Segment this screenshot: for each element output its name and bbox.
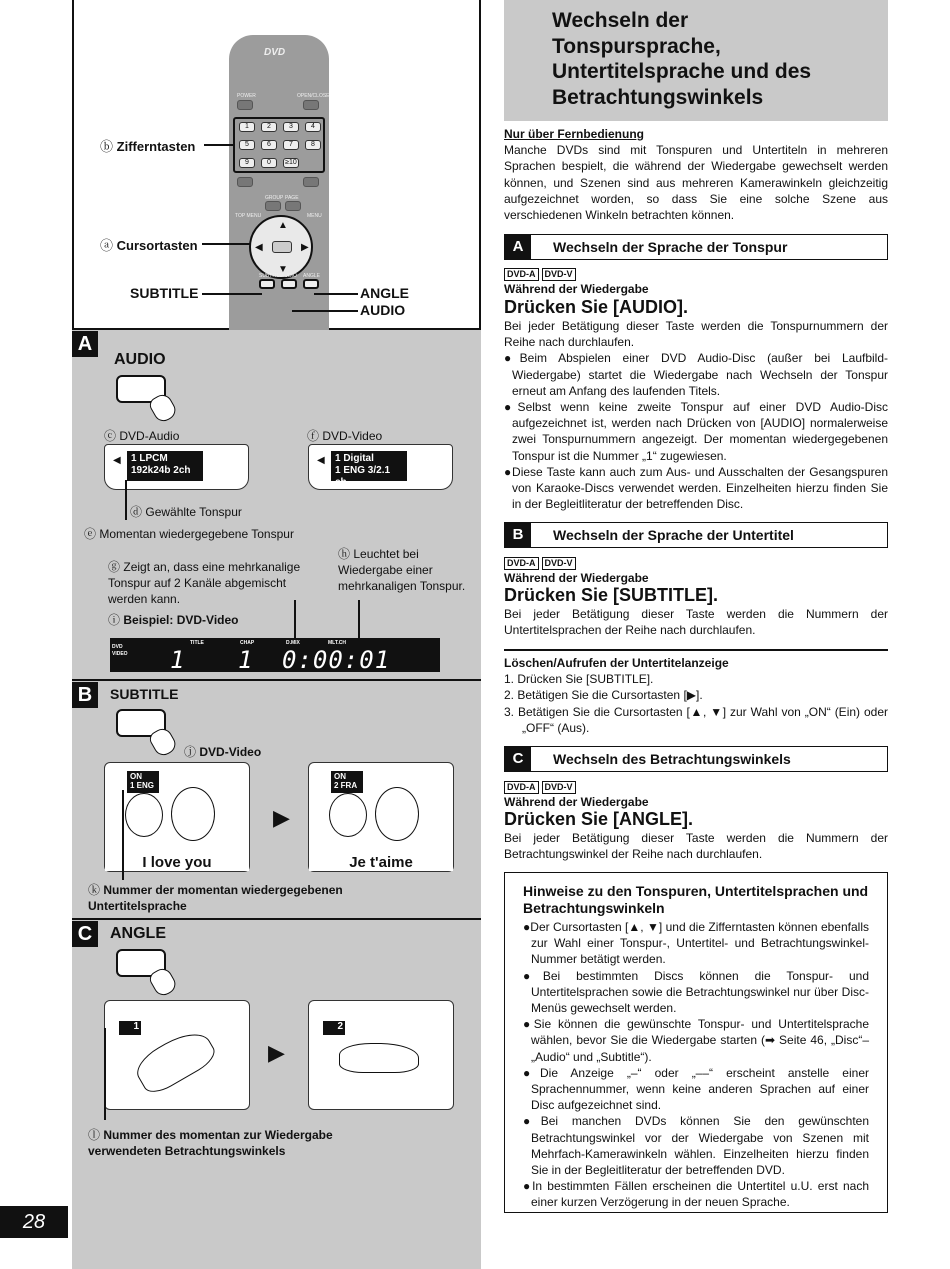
group-button[interactable] xyxy=(265,201,281,211)
man-figure xyxy=(171,787,215,841)
subtitle-caption: I love you xyxy=(105,854,249,871)
note-item: ●Sie können die gewünschte Tonspur- und Untertitelsprache wählen, bevor Sie die Wiedergabe starten (➡ Seite 46, „Disc“–„Audio“ und „Subtitle“). xyxy=(523,1017,869,1064)
subtitle-key-label: SUBTITLE xyxy=(259,273,283,279)
display-video: VIDEO xyxy=(112,651,128,657)
multichannel-note: ⓗ Leuchtet bei Wiedergabe einer mehrkanaligen Tonspur. xyxy=(338,547,466,593)
current-track-label: ⓔ Momentan wiedergegebene Tonspur xyxy=(84,527,294,541)
page-title: Wechseln der Tonspursprache, Untertitelsprache und des Betrachtungswinkels xyxy=(552,9,812,109)
section-a-title: Wechseln der Sprache der Tonspur xyxy=(553,239,788,255)
step: 3. Betätigen Sie die Cursortasten [▲, ▼] zur Wahl von „ON“ (Ein) oder „OFF“ (Aus). xyxy=(504,704,888,735)
race-car-image xyxy=(130,1024,219,1099)
digit-1-button[interactable]: 1 xyxy=(239,122,255,132)
page-label: PAGE xyxy=(285,195,299,201)
steps-heading: Löschen/Aufrufen der Untertitelanzeige xyxy=(504,656,729,670)
group-label: GROUP xyxy=(265,195,284,201)
remote-logo: DVD xyxy=(264,47,286,58)
section-b-discs xyxy=(504,554,888,586)
open-close-label: OPEN/CLOSE xyxy=(297,93,330,99)
section-c-discs xyxy=(504,778,888,810)
disc-badge-dvd-v: DVD-V xyxy=(542,781,576,794)
digit-8-button[interactable]: 8 xyxy=(305,140,321,150)
callout-digit-keys: ⓑ Zifferntasten xyxy=(100,139,196,154)
subtitle-scene-1 xyxy=(104,762,250,872)
speaker-icon: ◀ xyxy=(317,455,325,466)
disc-badge-dvd-a: DVD-A xyxy=(504,268,539,281)
leader-line xyxy=(314,293,358,295)
subtitle-button[interactable] xyxy=(259,279,275,289)
subtitle-number-note: ⓚ Nummer der momentan wiedergegebenen Untertitelsprache xyxy=(88,883,343,913)
osd-lang: 2 FRA xyxy=(334,781,358,790)
display-title: TITLE xyxy=(190,640,204,646)
bullet: ●Selbst wenn keine zweite Tonspur auf einer DVD Audio-Disc aufgezeichnet ist, werden nach Drücken von [AUDIO] normalerweise zwei Tonspurnummern angezeigt. Der momentan wiedergegebenen Tonspur ist die Nummer „1“ zugewiesen. xyxy=(504,400,888,463)
section-a-header xyxy=(504,234,888,260)
display-chapter-number: 1 xyxy=(238,646,254,674)
digit-7-button[interactable]: 7 xyxy=(283,140,299,150)
disc-badge-dvd-v: DVD-V xyxy=(542,268,576,281)
callout-subtitle: SUBTITLE xyxy=(130,285,199,301)
note-item: ●In bestimmten Fällen erscheinen die Untertitel u.U. erst nach einer kurzen Verzögerung in der neuen Sprache. xyxy=(523,1179,869,1210)
man-figure xyxy=(375,787,419,841)
during-playback: Während der Wiedergabe xyxy=(504,282,649,297)
angle-scene-1 xyxy=(104,1000,250,1110)
front-display xyxy=(110,638,440,672)
dvd-audio-caption: ⓒ DVD-Audio xyxy=(104,429,180,443)
leader-line xyxy=(204,144,234,146)
press-subtitle: Drücken Sie [SUBTITLE]. xyxy=(504,585,719,605)
example-label: ⓘ Beispiel: DVD-Video xyxy=(108,613,239,627)
page-title-box xyxy=(504,0,888,121)
digit-4-button[interactable]: 4 xyxy=(305,122,321,132)
remote-illustration-box xyxy=(72,0,481,330)
leader-line xyxy=(294,600,296,638)
leader-line xyxy=(202,293,262,295)
section-b-header xyxy=(504,522,888,548)
audio-button[interactable] xyxy=(281,279,297,289)
numeric-keypad xyxy=(233,117,325,173)
section-a-text: Bei jeder Betätigung dieser Taste werden die Tonspurnummern der Reihe nach durchlaufen. xyxy=(504,319,888,350)
power-button[interactable] xyxy=(237,100,253,110)
display-multich: MLT.CH xyxy=(328,640,346,646)
section-a-badge: A xyxy=(505,235,531,259)
next-arrow-icon: ▶ xyxy=(273,805,290,830)
remote-control-image xyxy=(229,35,329,330)
digit-3-button[interactable]: 3 xyxy=(283,122,299,132)
callout-cursor-keys: ⓐ Cursortasten xyxy=(100,238,198,253)
angle-osd: 2 xyxy=(323,1021,345,1035)
display-time: 0:00:01 xyxy=(282,646,391,674)
speaker-icon: ◀ xyxy=(113,455,121,466)
note-item: ●Die Anzeige „–“ oder „––“ erscheint anstelle einer Sprachennummer, wenn keine anderen Sprachen auf einer Disc aufgezeichnet sind. xyxy=(523,1065,869,1113)
display-dmix: D.MIX xyxy=(286,640,300,646)
video-osd-screen xyxy=(331,451,407,488)
subtitle-scene-2 xyxy=(308,762,454,872)
audio-button-label: AUDIO xyxy=(114,351,166,368)
race-car-image xyxy=(339,1043,419,1073)
osd-on: ON xyxy=(334,772,346,781)
section-a-discs xyxy=(504,265,888,297)
osd-line-1: 1 LPCM xyxy=(131,453,168,464)
selected-track-label: ⓓ Gewählte Tonspur xyxy=(130,505,242,519)
enter-button[interactable] xyxy=(272,241,292,253)
note-item: ●Bei manchen DVDs können Sie den gewünschten Betrachtungswinkel vor der Wiedergabe von Szenen mit Mehrfach-Kamerawinkeln wählen. Einzelheiten hierzu finden Sie in der Begleitliteratur der betreffenden DVD. xyxy=(523,1114,869,1178)
illustration-column xyxy=(72,0,481,1269)
section-c-badge: C xyxy=(505,747,531,771)
display-dvd: DVD xyxy=(112,644,123,650)
leader-line xyxy=(358,600,360,638)
osd-lang: 1 ENG xyxy=(130,781,155,790)
digit-9-button[interactable]: 9 xyxy=(239,158,255,168)
notes-heading: Hinweise zu den Tonspuren, Untertitelsprachen und Betrachtungswinkeln xyxy=(523,883,869,916)
digit-5-button[interactable]: 5 xyxy=(239,140,255,150)
menu-label: MENU xyxy=(307,213,322,219)
angle-scene-2 xyxy=(308,1000,454,1110)
next-arrow-icon: ▶ xyxy=(268,1040,285,1065)
power-label: POWER xyxy=(237,93,256,99)
dvd-video-caption: ⓙ DVD-Video xyxy=(184,745,262,759)
section-c-title: Wechseln des Betrachtungswinkels xyxy=(553,751,791,767)
angle-key-label: ANGLE xyxy=(303,273,320,279)
subtitle-caption: Je t'aime xyxy=(309,854,453,871)
section-b-title: Wechseln der Sprache der Untertitel xyxy=(553,527,794,543)
section-a-body xyxy=(504,318,888,512)
woman-figure xyxy=(125,793,163,837)
section-b-text: Bei jeder Betätigung dieser Taste werden die Nummern der Untertitelsprachen der Reihe nach durchlaufen. xyxy=(504,607,888,638)
remote-button[interactable] xyxy=(237,177,253,187)
leader-line xyxy=(125,480,127,520)
divider xyxy=(72,679,481,681)
step: 2. Betätigen Sie die Cursortasten [▶]. xyxy=(504,688,703,703)
section-c-badge: C xyxy=(72,921,98,947)
notes-box xyxy=(504,872,888,1213)
angle-number-note: ⓛ Nummer des momentan zur Wiedergabe verwendeten Betrachtungswinkels xyxy=(88,1128,333,1158)
intro-text: Manche DVDs sind mit Tonspuren und Untertiteln in mehreren Sprachen bespielt, die während der Wiedergabe gewechselt werden können, und Szenen sind aus mehreren Kamerawinkeln gleichzeitig aufgezeichnet worden, so dass Sie eine solche Szene aus verschiedenen Winkeln betrachten können. xyxy=(504,143,888,223)
bullet: ●Beim Abspielen einer DVD Audio-Disc (außer bei Laufbild-Wiedergabe) startet die Wiedergabe nach Wechseln der Tonspur erneut am Anfang des laufenden Titels. xyxy=(504,351,888,398)
cursor-right-button[interactable]: ▶ xyxy=(301,242,309,253)
angle-button-label: ANGLE xyxy=(110,925,166,942)
digit-6-button[interactable]: 6 xyxy=(261,140,277,150)
downmix-note: ⓖ Zeigt an, dass eine mehrkanalige Tonspur auf 2 Kanäle abgemischt werden kann. xyxy=(108,560,301,606)
press-audio: Drücken Sie [AUDIO]. xyxy=(504,297,689,317)
disc-badge-dvd-v: DVD-V xyxy=(542,557,576,570)
callout-angle: ANGLE xyxy=(360,285,409,301)
press-angle: Drücken Sie [ANGLE]. xyxy=(504,809,694,829)
woman-figure xyxy=(329,793,367,837)
leader-line xyxy=(104,1028,106,1120)
display-title-number: 1 xyxy=(170,646,186,674)
section-b-badge: B xyxy=(505,523,531,547)
leader-line xyxy=(202,243,250,245)
intro-heading: Nur über Fernbedienung xyxy=(504,127,645,141)
osd-line-1: 1 Digital xyxy=(335,453,374,464)
subtitle-osd xyxy=(331,771,363,793)
top-menu-label: TOP MENU xyxy=(235,213,262,219)
section-b-steps xyxy=(504,655,888,736)
cursor-down-button[interactable]: ▼ xyxy=(278,264,288,275)
cursor-left-button[interactable]: ◀ xyxy=(255,242,263,253)
angle-button[interactable] xyxy=(303,279,319,289)
section-c-header xyxy=(504,746,888,772)
page-number: 28 xyxy=(0,1206,68,1238)
display-chap: CHAP xyxy=(240,640,255,646)
note-item: ●Der Cursortasten [▲, ▼] und die Zifferntasten können ebenfalls zur Wahl einer Tonspur-, Untertitel- und Betrachtungswinkel-Nummer betätigt werden. xyxy=(523,920,869,967)
section-a-badge: A xyxy=(72,331,98,357)
disc-badge-dvd-a: DVD-A xyxy=(504,781,539,794)
section-b-badge: B xyxy=(72,682,98,708)
angle-osd: 1 xyxy=(119,1021,141,1035)
digit-10-button[interactable]: ≥10 xyxy=(283,158,299,168)
divider xyxy=(504,649,888,651)
leader-line xyxy=(292,310,358,312)
audio-key-label: AUDIO xyxy=(281,273,297,279)
during-playback: Während der Wiedergabe xyxy=(504,795,649,810)
disc-badge-dvd-a: DVD-A xyxy=(504,557,539,570)
note-item: ●Bei bestimmten Discs können die Tonspur- und Untertitelsprachen sowie die Betrachtungswinkel nur über Disc-Menüs gewechselt werden. xyxy=(523,968,869,1016)
bullet: ●Diese Taste kann auch zum Aus- und Ausschalten der Gesangspuren von Karaoke-Discs verwendet werden. Einzelheiten hierzu finden Sie in der Begleitliteratur der betreffenden Disc. xyxy=(504,464,888,512)
during-playback: Während der Wiedergabe xyxy=(504,571,649,586)
open-close-button[interactable] xyxy=(303,100,319,110)
intro xyxy=(504,126,888,223)
osd-line-2: 192k24b 2ch xyxy=(131,465,191,476)
section-c-text: Bei jeder Betätigung dieser Taste werden die Nummern der Betrachtungswinkel der Reihe nach durchlaufen. xyxy=(504,831,888,862)
callout-audio: AUDIO xyxy=(360,302,406,318)
osd-on: ON xyxy=(130,772,142,781)
digit-2-button[interactable]: 2 xyxy=(261,122,277,132)
remote-button[interactable] xyxy=(303,177,319,187)
osd-line-2: 1 ENG 3/2.1 ch xyxy=(335,465,391,488)
dvd-video-caption: ⓕ DVD-Video xyxy=(307,429,383,443)
page-button[interactable] xyxy=(285,201,301,211)
divider xyxy=(72,918,481,920)
step: 1. Drücken Sie [SUBTITLE]. xyxy=(504,672,654,687)
leader-line xyxy=(122,790,124,880)
cursor-ring xyxy=(249,215,313,279)
subtitle-osd xyxy=(127,771,159,793)
dvd-video-osd xyxy=(308,444,453,490)
subtitle-button-label: SUBTITLE xyxy=(110,686,179,702)
audio-osd-screen xyxy=(127,451,203,481)
digit-0-button[interactable]: 0 xyxy=(261,158,277,168)
cursor-up-button[interactable]: ▲ xyxy=(278,220,288,231)
